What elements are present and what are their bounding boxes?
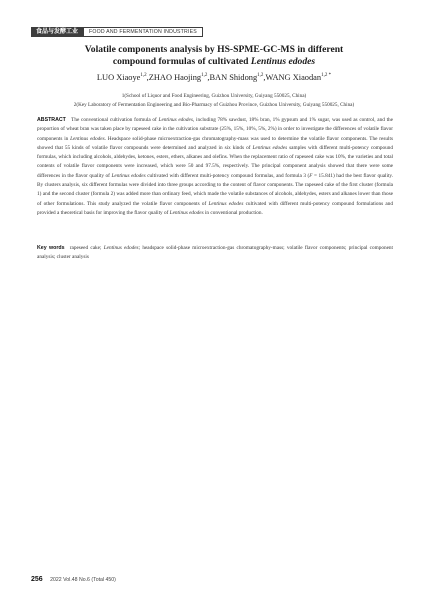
italic-term: Lentinus edodes <box>111 172 146 179</box>
author-list: LUO Xiaoye$^{1,2}$,ZHAO Haojing$^{1,2}$,BAN Shidong$^{1,2}$,WANG Xiaodan$^{1,2 *}$ <box>96 73 332 82</box>
text-segment: . Headspace solid-phase microextraction-gas chromatography-mass was used to determine the volatile flavor components. The results showed that 55 kinds of volatile flavor compounds were determined and analyzed in six kinds of <box>37 135 393 151</box>
abstract-label: ABSTRACT <box>37 117 66 123</box>
author <box>97 73 147 82</box>
text-segment: cultivated with different multi-potency compound formulations and provided a theoretical basis for improving the flavor quality of <box>37 200 393 216</box>
author-affiliation-mark: 1,2 <box>201 73 208 79</box>
title-species: Lentinus edodes <box>250 56 316 67</box>
journal-name-cn: 食品与发酵工业 <box>31 27 83 37</box>
page-number: 256 <box>31 576 43 583</box>
italic-term: Lentinus edodes <box>103 245 139 251</box>
text-segment: The conventional cultivation formula of <box>71 117 159 123</box>
italic-term: Lentinus edodes <box>208 200 244 207</box>
paper-title <box>31 44 397 68</box>
author-affiliation-mark: 1,2 <box>140 73 147 79</box>
keywords-label: Key words <box>37 245 65 251</box>
author-name: LUO Xiaoye <box>96 73 141 82</box>
text-segment: = 15.841) had the best flavor quality. By clusters analysis, six different formulas were divided into three groups according to the content of flavor components. The rapeseed cake of the first cluster (formula 1) and the second cluster (formula 2) was added more than ordinary feed, which made the volatile substances of alcohols, aldehydes, esters and alkanes lower than those of other formulations. This study analyzed the volatile flavor components of <box>37 172 393 207</box>
italic-term: F <box>309 172 313 179</box>
author-affiliation-mark: 1,2 <box>257 73 264 79</box>
author-name: WANG Xiaodan <box>265 73 322 82</box>
author-name: ZHAO Haojing <box>148 73 202 82</box>
title-line-2-text: compound formulas of cultivated <box>112 56 251 67</box>
keywords-body <box>37 245 393 260</box>
title-line-2 <box>31 56 397 68</box>
journal-header <box>31 27 203 37</box>
abstract <box>37 116 393 218</box>
author-name: BAN Shidong <box>209 73 258 82</box>
author <box>265 73 331 82</box>
abstract-body <box>37 117 393 216</box>
keywords <box>37 244 393 263</box>
text-segment: rapeseed cake; <box>69 245 104 251</box>
issue-info: 2022 Vol.48 No.6 (Total 450) <box>50 577 116 583</box>
journal-name-en: FOOD AND FERMENTATION INDUSTRIES <box>83 27 203 37</box>
title-line-1: Volatile components analysis by HS-SPME-GC-MS in different <box>84 44 344 55</box>
text-segment: ; headspace solid-phase microextraction-gas chromatography-mass; volatile flavor components; principal component analysis; cluster analysis <box>37 245 393 261</box>
text-segment: samples with different multi-potency compound formulas, which including alcohols, aldehydes, ketones, esters, ethers, alkanes and olefins. When the replacement ratio of rapeseed cake was 10%, the varieties and total contents of volatile flavor components were increased, which were 50 and 97.5%, respectively. The principal component analysis showed that there were some differences in the flavor quality of <box>37 144 393 179</box>
affiliation-1: 1(School of Liquor and Food Engineering, Guizhou University, Guiyang 550025, China) <box>121 93 307 99</box>
italic-term: Lentinus edodes <box>169 209 204 216</box>
italic-term: Lentinus edodes <box>252 144 288 151</box>
author <box>209 73 263 82</box>
text-segment: , including 78% sawdust, 18% bran, 1% gypsum and 1% sugar, was used as control, and the proportion of wheat bran was taken place by rapeseed cake in the cultivation substrate (25%, 15%, 10%, 5%, 2%) in order to investigate the differences of volatile flavor components in <box>37 117 393 142</box>
affiliation-2: 2(Key Laboratory of Fermentation Engineering and Bio-Pharmacy of Guizhou Province, Guizhou University, Guiyang 550025, China) <box>73 102 355 108</box>
author-affiliation-mark: 1,2 * <box>321 73 332 79</box>
italic-term: Lentinus edodes <box>70 135 105 142</box>
italic-term: Lentinus edodes <box>158 117 193 123</box>
author <box>149 73 208 82</box>
page-footer <box>31 568 116 586</box>
text-segment: in conventional production. <box>203 209 263 216</box>
text-segment: cultivated with different multi-potency compound formulas, and formula 3 ( <box>145 172 310 179</box>
